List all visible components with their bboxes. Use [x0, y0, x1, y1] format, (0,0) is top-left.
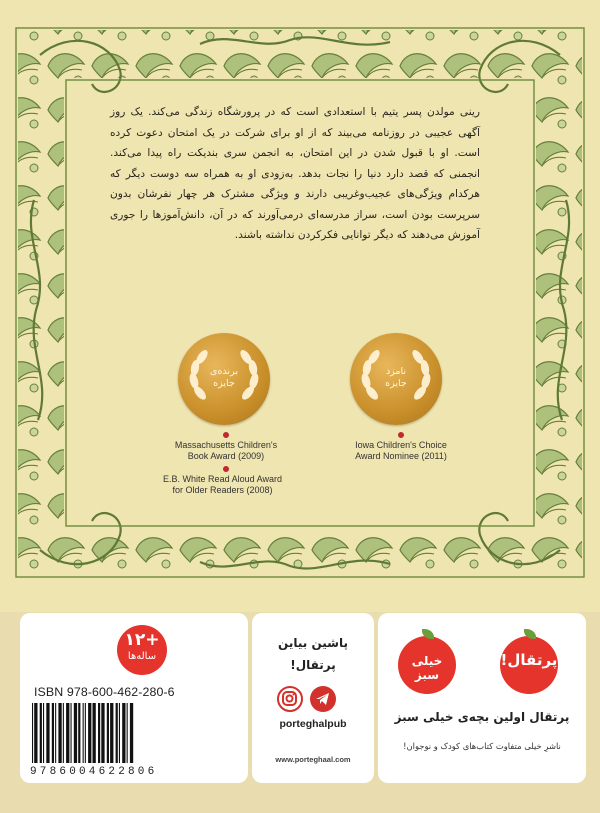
back-cover-blurb: رینی مولدن پسر یتیم با استعدادی است که در پرورشگاه زندگی می‌کند. یک روز آگهی عجیبی در روزنامه می‌بیند که از او برای شرکت در یک امتحان دعوت کرده است. او با قبول شدن در این امتحان، به انجمن سری بندیکت راه پیدا می‌کند. انجمنی که قصد دارد دنیا را نجات بدهد. به‌زودی او به همراه سه دوست دیگر که هرکدام ویژگی‌های عجیب‌وغریبی دارند و ویژگی مشترک هر چهار نفرشان بدون سرپرست بودن است، سراز مدرسه‌ای درمی‌آورند که در آن، دانش‌آموزها را جوری آموزش می‌دهند که دیگر توانایی فکرکردن نداشته باشند. [110, 106, 480, 241]
barcode-bar [85, 703, 86, 763]
barcode-bar [116, 703, 118, 763]
award-winner-medal [178, 333, 270, 425]
barcode-bar [78, 703, 80, 763]
barcode-bar [63, 703, 64, 763]
barcode-bar [74, 703, 77, 763]
instagram-icon[interactable] [277, 686, 303, 712]
series-title: پرتقال اولین بچه‌ی خیلی سبز [394, 710, 570, 724]
barcode [30, 703, 220, 763]
bullet-dot [223, 432, 229, 438]
isbn-text: ISBN 978-600-462-280-6 [34, 685, 175, 699]
barcode-bar [40, 703, 42, 763]
award-nominee-medal [350, 333, 442, 425]
publisher-tagline: ناشرِ خیلی متفاوت کتاب‌های کودک و نوجوان! [403, 741, 561, 751]
barcode-bar [119, 703, 120, 763]
barcode-bar [107, 703, 109, 763]
publisher-panel [378, 613, 586, 783]
website-url[interactable]: www.porteghaal.com [275, 755, 351, 764]
barcode-bar [83, 703, 84, 763]
series-logo-text: خیلی سبز [411, 654, 443, 682]
barcode-bar [71, 703, 72, 763]
porteghaal-logo [500, 636, 558, 694]
barcode-bar [101, 703, 104, 763]
award-eb-white: E.B. White Read Aloud Award for Older Readers (2008) [163, 474, 282, 495]
barcode-bar [93, 703, 96, 763]
age-rating-badge [117, 625, 167, 675]
barcode-bar [58, 703, 61, 763]
barcode-bar [66, 703, 69, 763]
barcode-digits: 9786004622806 [30, 766, 158, 778]
winner-badge-label: برنده‌ی جایزه [210, 366, 238, 389]
award-iowa: Iowa Children's Choice Award Nominee (2011) [355, 440, 447, 461]
telegram-icon[interactable] [310, 686, 336, 712]
barcode-bar [34, 703, 37, 763]
barcode-bar [98, 703, 100, 763]
barcode-bar [130, 703, 133, 763]
barcode-bar [52, 703, 54, 763]
bullet-dot [398, 432, 404, 438]
barcode-bar [43, 703, 44, 763]
social-handle[interactable]: porteghalpub [279, 718, 347, 730]
nominee-badge-label: نامزد جایزه [385, 366, 407, 389]
barcode-bar [32, 703, 33, 763]
age-label: ساله‌ها [127, 651, 157, 662]
age-number: +۱۲ [124, 630, 160, 650]
barcode-bar [55, 703, 56, 763]
barcode-bar [88, 703, 91, 763]
khaili-sabz-logo [398, 636, 456, 694]
barcode-bar [46, 703, 49, 763]
barcode-bar [110, 703, 113, 763]
bullet-dot [223, 466, 229, 472]
barcode-bar [122, 703, 125, 763]
award-massachusetts: Massachusetts Children's Book Award (2009) [174, 440, 278, 461]
promo-tagline: پاشین بیاین پرتقال! [278, 636, 348, 672]
publisher-logo-text: پرتقال! [500, 651, 558, 669]
barcode-bar [127, 703, 128, 763]
